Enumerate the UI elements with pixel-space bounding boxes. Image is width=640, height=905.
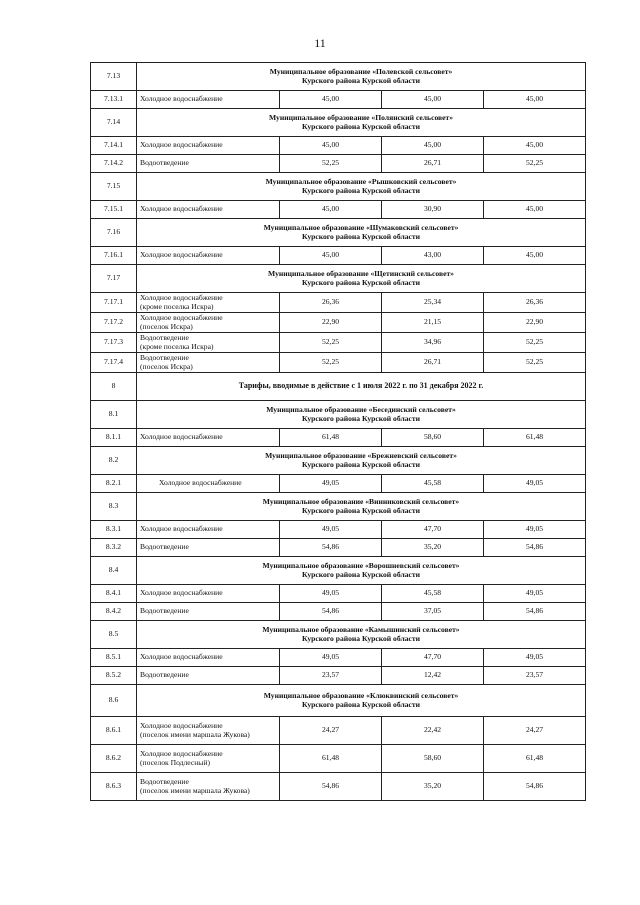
- municipality-district: Курского района Курской области: [302, 505, 420, 515]
- row-number: 7.17.2: [91, 313, 137, 333]
- tariff-row: [91, 745, 586, 773]
- row-number: 7.14: [91, 109, 137, 137]
- row-number: 8.4.1: [91, 585, 137, 603]
- tariff-row: [91, 333, 586, 353]
- tariff-row: [91, 155, 586, 173]
- row-number: 8.4: [91, 557, 137, 585]
- tariff-value-2: 47,70: [382, 649, 484, 667]
- tariff-row: [91, 137, 586, 155]
- municipality-title: [137, 63, 586, 91]
- tariff-value-2: 58,60: [382, 745, 484, 773]
- municipality-name: Муниципальное образование «Ворошневский сельсовет»: [262, 561, 460, 570]
- tariff-value-1: 49,05: [280, 475, 382, 493]
- municipality-name: Муниципальное образование «Брежневский сельсовет»: [265, 451, 457, 460]
- row-number: 7.15.1: [91, 201, 137, 219]
- service-cell: [137, 603, 280, 621]
- tariff-value-3: 45,00: [484, 137, 586, 155]
- row-number: 7.13: [91, 63, 137, 91]
- row-number: 8.2.1: [91, 475, 137, 493]
- municipality-title: [137, 685, 586, 717]
- service-cell: [137, 155, 280, 173]
- row-number: 8.1: [91, 401, 137, 429]
- tariff-value-3: 49,05: [484, 585, 586, 603]
- row-number: 7.14.1: [91, 137, 137, 155]
- tariff-value-3: 23,57: [484, 667, 586, 685]
- tariff-value-1: 22,90: [280, 313, 382, 333]
- service-name: Водоотведение (поселок имени маршала Жукова): [140, 777, 250, 795]
- municipality-district: Курского района Курской области: [302, 231, 420, 241]
- municipality-district: Курского района Курской области: [302, 75, 420, 85]
- row-number: 7.17.1: [91, 293, 137, 313]
- tariff-value-3: 49,05: [484, 475, 586, 493]
- tariff-value-2: 12,42: [382, 667, 484, 685]
- service-name: Холодное водоснабжение: [140, 94, 223, 104]
- row-number: 8.5: [91, 621, 137, 649]
- service-name: Водоотведение: [140, 606, 189, 616]
- service-name: Водоотведение: [140, 542, 189, 552]
- service-name: Холодное водоснабжение (кроме поселка Искра): [140, 293, 223, 311]
- tariff-value-3: 49,05: [484, 521, 586, 539]
- tariff-value-3: 22,90: [484, 313, 586, 333]
- row-number: 8.3.1: [91, 521, 137, 539]
- municipality-name: Муниципальное образование «Бесединский сельсовет»: [266, 405, 456, 414]
- municipality-name: Муниципальное образование «Полянский сельсовет»: [268, 113, 454, 122]
- service-cell: [137, 773, 280, 801]
- row-number: 7.15: [91, 173, 137, 201]
- row-number: 7.14.2: [91, 155, 137, 173]
- service-name: Водоотведение: [140, 670, 189, 680]
- service-cell: [137, 353, 280, 373]
- tariff-value-1: 49,05: [280, 585, 382, 603]
- tariff-value-1: 54,86: [280, 773, 382, 801]
- tariff-value-2: 26,71: [382, 155, 484, 173]
- service-cell: [137, 429, 280, 447]
- municipality-district: Курского района Курской области: [302, 699, 420, 709]
- municipality-name: Муниципальное образование «Клюквинский сельсовет»: [263, 691, 459, 700]
- tariff-row: [91, 667, 586, 685]
- page-number: 11: [314, 36, 326, 50]
- municipality-row: [91, 621, 586, 649]
- tariff-value-2: 45,58: [382, 585, 484, 603]
- service-name: Холодное водоснабжение: [140, 250, 223, 260]
- service-name: Холодное водоснабжение: [140, 140, 223, 150]
- tariff-value-2: 22,42: [382, 717, 484, 745]
- tariff-value-3: 45,00: [484, 91, 586, 109]
- service-cell: [137, 667, 280, 685]
- tariff-value-3: 49,05: [484, 649, 586, 667]
- tariff-row: [91, 91, 586, 109]
- tariff-value-2: 21,15: [382, 313, 484, 333]
- tariff-value-2: 35,20: [382, 773, 484, 801]
- row-number: 8.2: [91, 447, 137, 475]
- tariff-row: [91, 603, 586, 621]
- tariff-value-2: 37,05: [382, 603, 484, 621]
- tariff-row: [91, 429, 586, 447]
- municipality-row: [91, 493, 586, 521]
- municipality-title: [137, 219, 586, 247]
- municipality-district: Курского района Курской области: [302, 121, 420, 131]
- tariff-row: [91, 585, 586, 603]
- service-cell: [137, 539, 280, 557]
- municipality-name: Муниципальное образование «Камышинский сельсовет»: [262, 625, 460, 634]
- row-number: 8.3.2: [91, 539, 137, 557]
- row-number: 8.5.1: [91, 649, 137, 667]
- tariff-value-1: 24,27: [280, 717, 382, 745]
- tariff-value-3: 54,86: [484, 773, 586, 801]
- service-name: Холодное водоснабжение: [140, 652, 223, 662]
- tariff-value-2: 58,60: [382, 429, 484, 447]
- row-number: 7.17.4: [91, 353, 137, 373]
- row-number: 8.6: [91, 685, 137, 717]
- service-cell: [137, 293, 280, 313]
- tariff-row: [91, 353, 586, 373]
- tariff-value-3: 54,86: [484, 539, 586, 557]
- tariff-value-2: 25,34: [382, 293, 484, 313]
- section-header: Тарифы, вводимые в действие с 1 июля 2022 г. по 31 декабря 2022 г.: [137, 373, 586, 401]
- row-number: 8.5.2: [91, 667, 137, 685]
- tariff-row: [91, 539, 586, 557]
- tariff-value-3: 61,48: [484, 429, 586, 447]
- service-cell: [137, 475, 280, 493]
- municipality-name: Муниципальное образование «Щетинский сельсовет»: [268, 269, 454, 278]
- row-number: 7.13.1: [91, 91, 137, 109]
- row-number: 8: [91, 373, 137, 401]
- row-number: 8.6.3: [91, 773, 137, 801]
- municipality-district: Курского района Курской области: [302, 633, 420, 643]
- service-cell: [137, 717, 280, 745]
- service-name: Холодное водоснабжение: [159, 478, 242, 488]
- tariff-row: [91, 247, 586, 265]
- tariff-value-1: 52,25: [280, 333, 382, 353]
- municipality-district: Курского района Курской области: [302, 277, 420, 287]
- municipality-row: [91, 447, 586, 475]
- municipality-row: [91, 401, 586, 429]
- municipality-name: Муниципальное образование «Рышковский сельсовет»: [265, 177, 457, 186]
- tariff-value-2: 45,58: [382, 475, 484, 493]
- tariff-row: [91, 201, 586, 219]
- service-name: Холодное водоснабжение (поселок имени маршала Жукова): [140, 721, 250, 739]
- service-cell: [137, 745, 280, 773]
- service-name: Холодное водоснабжение (поселок Искра): [140, 313, 223, 331]
- municipality-row: [91, 557, 586, 585]
- tariff-value-3: 52,25: [484, 333, 586, 353]
- municipality-title: [137, 493, 586, 521]
- row-number: 8.6.1: [91, 717, 137, 745]
- tariff-row: [91, 717, 586, 745]
- row-number: 8.3: [91, 493, 137, 521]
- municipality-district: Курского района Курской области: [302, 185, 420, 195]
- service-name: Водоотведение (поселок Искра): [140, 353, 193, 371]
- service-name: Холодное водоснабжение: [140, 432, 223, 442]
- service-cell: [137, 247, 280, 265]
- municipality-title: [137, 557, 586, 585]
- municipality-district: Курского района Курской области: [302, 459, 420, 469]
- tariff-value-1: 23,57: [280, 667, 382, 685]
- row-number: 8.4.2: [91, 603, 137, 621]
- tariff-value-2: 34,96: [382, 333, 484, 353]
- municipality-row: [91, 63, 586, 91]
- row-number: 7.16: [91, 219, 137, 247]
- tariff-value-1: 61,48: [280, 745, 382, 773]
- tariff-row: [91, 293, 586, 313]
- municipality-title: [137, 173, 586, 201]
- row-number: 7.16.1: [91, 247, 137, 265]
- municipality-row: [91, 173, 586, 201]
- municipality-row: [91, 265, 586, 293]
- tariff-value-3: 52,25: [484, 353, 586, 373]
- tariff-table: [90, 62, 586, 801]
- tariff-value-3: 54,86: [484, 603, 586, 621]
- service-cell: [137, 201, 280, 219]
- tariff-value-2: 26,71: [382, 353, 484, 373]
- municipality-title: [137, 109, 586, 137]
- tariff-value-1: 54,86: [280, 539, 382, 557]
- municipality-title: [137, 621, 586, 649]
- tariff-row: [91, 773, 586, 801]
- tariff-value-3: 45,00: [484, 201, 586, 219]
- service-cell: [137, 313, 280, 333]
- service-name: Холодное водоснабжение: [140, 524, 223, 534]
- tariff-value-3: 26,36: [484, 293, 586, 313]
- tariff-value-2: 35,20: [382, 539, 484, 557]
- municipality-district: Курского района Курской области: [302, 569, 420, 579]
- tariff-row: [91, 649, 586, 667]
- tariff-value-1: 49,05: [280, 649, 382, 667]
- tariff-value-3: 45,00: [484, 247, 586, 265]
- municipality-title: [137, 447, 586, 475]
- tariff-table-body: [91, 63, 586, 801]
- tariff-value-1: 45,00: [280, 247, 382, 265]
- tariff-value-1: 52,25: [280, 353, 382, 373]
- tariff-row: [91, 475, 586, 493]
- municipality-row: [91, 219, 586, 247]
- row-number: 8.6.2: [91, 745, 137, 773]
- tariff-value-2: 45,00: [382, 137, 484, 155]
- service-cell: [137, 91, 280, 109]
- service-cell: [137, 333, 280, 353]
- service-cell: [137, 137, 280, 155]
- municipality-district: Курского района Курской области: [302, 413, 420, 423]
- tariff-value-1: 61,48: [280, 429, 382, 447]
- service-name: Холодное водоснабжение: [140, 588, 223, 598]
- tariff-value-2: 47,70: [382, 521, 484, 539]
- tariff-value-3: 52,25: [484, 155, 586, 173]
- service-name: Водоотведение (кроме поселка Искра): [140, 333, 214, 351]
- tariff-value-3: 61,48: [484, 745, 586, 773]
- service-name: Водоотведение: [140, 158, 189, 168]
- municipality-name: Муниципальное образование «Полевской сельсовет»: [269, 67, 453, 76]
- tariff-value-1: 52,25: [280, 155, 382, 173]
- tariff-value-1: 45,00: [280, 201, 382, 219]
- municipality-row: [91, 685, 586, 717]
- service-name: Холодное водоснабжение: [140, 204, 223, 214]
- tariff-row: [91, 521, 586, 539]
- municipality-title: [137, 401, 586, 429]
- tariff-value-2: 30,90: [382, 201, 484, 219]
- tariff-row: [91, 313, 586, 333]
- service-cell: [137, 585, 280, 603]
- tariff-value-1: 26,36: [280, 293, 382, 313]
- row-number: 7.17: [91, 265, 137, 293]
- row-number: 7.17.3: [91, 333, 137, 353]
- municipality-title: [137, 265, 586, 293]
- tariff-value-1: 45,00: [280, 137, 382, 155]
- tariff-value-1: 49,05: [280, 521, 382, 539]
- service-name: Холодное водоснабжение (поселок Подлесный): [140, 749, 223, 767]
- tariff-value-2: 43,00: [382, 247, 484, 265]
- section-header-row: [91, 373, 586, 401]
- tariff-value-3: 24,27: [484, 717, 586, 745]
- municipality-name: Муниципальное образование «Шумаковский сельсовет»: [263, 223, 459, 232]
- service-cell: [137, 649, 280, 667]
- row-number: 8.1.1: [91, 429, 137, 447]
- tariff-value-1: 54,86: [280, 603, 382, 621]
- service-cell: [137, 521, 280, 539]
- municipality-row: [91, 109, 586, 137]
- tariff-value-1: 45,00: [280, 91, 382, 109]
- municipality-name: Муниципальное образование «Винниковский сельсовет»: [262, 497, 460, 506]
- tariff-value-2: 45,00: [382, 91, 484, 109]
